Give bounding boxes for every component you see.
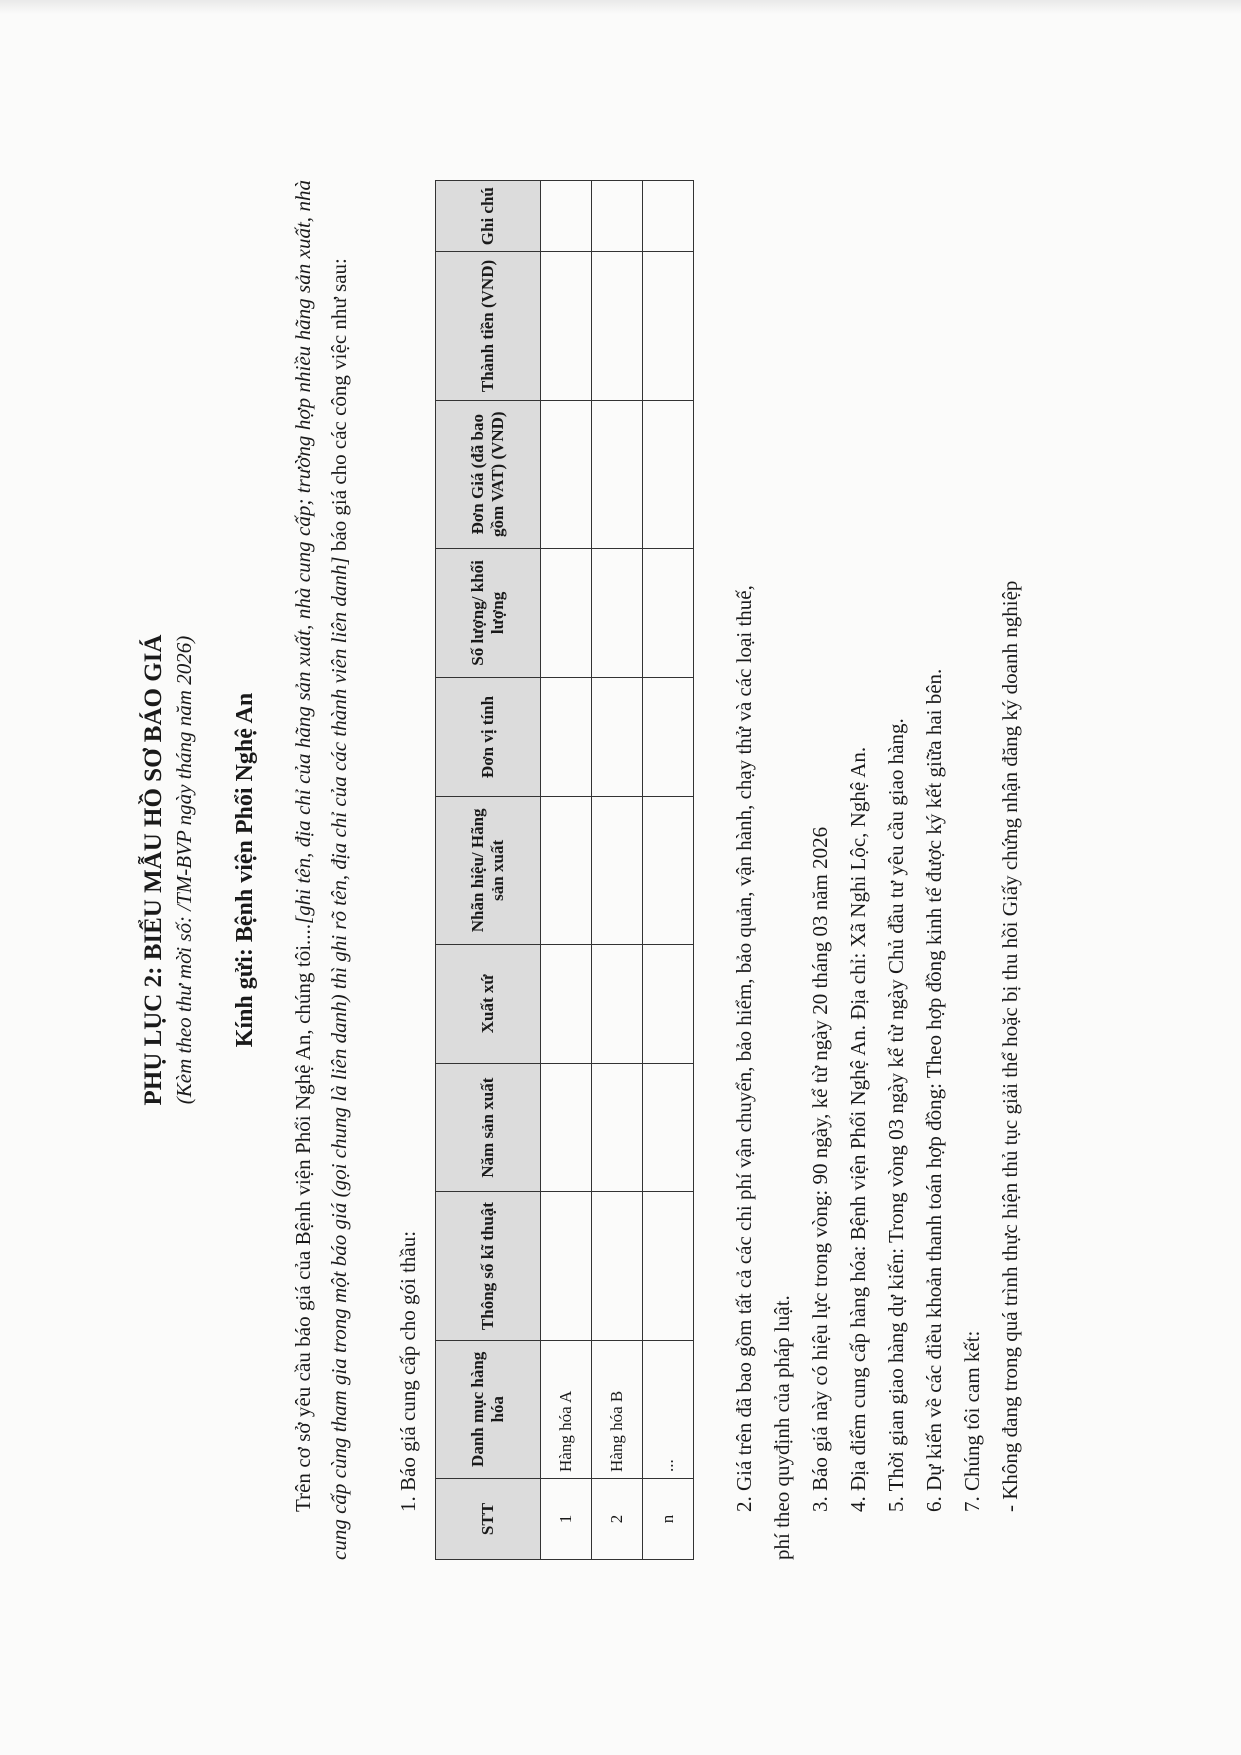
cell-empty [643,678,694,797]
recipient-line: Kính gửi: Bệnh viện Phổi Nghệ An [232,692,258,1048]
col-header-total: Thành tiền (VND) [436,252,541,400]
document-title: PHỤ LỤC 2: BIỂU MẪU HỒ SƠ BÁO GIÁ [140,634,167,1106]
cell-empty [643,796,694,944]
cell-item: Hàng hóa B [592,1340,643,1478]
note-2: 2. Giá trên đã bao gồm tất cả các chi phí vận chuyển, bảo hiểm, bảo quản, vận hành, chạy thử và các loại thuế, [732,585,756,1512]
cell-empty [541,678,592,797]
intro-lead: Trên cơ sở yêu cầu báo giá của Bệnh viện Phổi Nghệ An, chúng tôi.... [291,923,315,1512]
table-header-row [436,181,541,1560]
col-header-unit-price: Đơn Giá (đã bao gồm VAT) (VND) [436,400,541,548]
cell-empty [592,1192,643,1340]
cell-empty [643,252,694,400]
col-header-stt: STT [436,1478,541,1559]
table-row [643,181,694,1560]
scan-edge [0,0,1241,14]
note-7: 7. Chúng tôi cam kết: [960,1330,984,1512]
col-header-quantity: Số lượng/ khối lượng [436,548,541,677]
cell-empty [541,252,592,400]
cell-item: Hàng hóa A [541,1340,592,1478]
col-header-year: Năm sản xuất [436,1063,541,1192]
cell-empty [592,678,643,797]
cell-empty [592,548,643,677]
note-2-cont: phí theo quyđịnh của pháp luật. [770,1295,794,1560]
note-6: 6. Dự kiến về các điều khoản thanh toán hợp đồng: Theo hợp đồng kinh tế được ký kết giữa hai bên. [922,668,946,1512]
cell-empty [643,400,694,548]
cell-empty [541,548,592,677]
cell-empty [643,181,694,252]
cell-empty [592,252,643,400]
cell-empty [592,400,643,548]
quote-table [435,180,694,1560]
cell-stt: n [643,1478,694,1559]
col-header-specs: Thông số kĩ thuật [436,1192,541,1340]
cell-stt: 1 [541,1478,592,1559]
document-subtitle: (Kèm theo thư mời số: /TM-BVP ngày tháng năm 2026) [172,635,196,1105]
cell-empty [592,181,643,252]
intro-paragraph [285,180,357,1560]
cell-empty [643,1192,694,1340]
cell-empty [541,944,592,1063]
note-5: 5. Thời gian giao hàng dự kiến: Trong vòng 03 ngày kể từ ngày Chủ đầu tư yêu cầu giao hàng. [884,718,908,1512]
cell-empty [541,1063,592,1192]
note-3: 3. Báo giá này có hiệu lực trong vòng: 90 ngày, kể từ ngày 20 tháng 03 năm 2026 [808,826,832,1512]
cell-empty [541,181,592,252]
rotated-document [135,80,1035,1560]
note-7a: - Không đang trong quá trình thực hiện thủ tục giải thể hoặc bị thu hồi Giấy chứng nhận đăng ký doanh nghiệp [998,580,1022,1512]
cell-empty [541,400,592,548]
cell-empty [592,1063,643,1192]
notes-section [725,180,1029,1560]
cell-empty [643,1063,694,1192]
table-row [592,181,643,1560]
intro-tail: báo giá cho các công việc như sau: [327,258,351,557]
intro-italic: [ghi tên, địa chỉ của hãng sản xuất, nhà cung cấp; trường hợp nhiều hãng sản xuất, nhà cung cấp cùng tham gia trong một báo giá (gọi chung là liên danh) thì ghi rõ tên, địa chỉ của các thành viên liên danh] [291,180,351,1560]
cell-empty [643,548,694,677]
cell-empty [592,796,643,944]
col-header-item: Danh mục hàng hóa [436,1340,541,1478]
col-header-brand: Nhãn hiệu/ Hãng sản xuất [436,796,541,944]
cell-empty [541,1192,592,1340]
table-row [541,181,592,1560]
col-header-note: Ghi chú [436,181,541,252]
item-1-heading: 1. Báo giá cung cấp cho gói thầu: [396,1230,420,1512]
note-4: 4. Địa điểm cung cấp hàng hóa: Bệnh viện Phổi Nghệ An. Địa chỉ: Xã Nghi Lộc, Nghệ An. [846,746,870,1512]
cell-stt: 2 [592,1478,643,1559]
cell-empty [592,944,643,1063]
cell-item: ... [643,1340,694,1478]
col-header-origin: Xuất xứ [436,944,541,1063]
cell-empty [541,796,592,944]
col-header-unit: Đơn vị tính [436,678,541,797]
cell-empty [643,944,694,1063]
